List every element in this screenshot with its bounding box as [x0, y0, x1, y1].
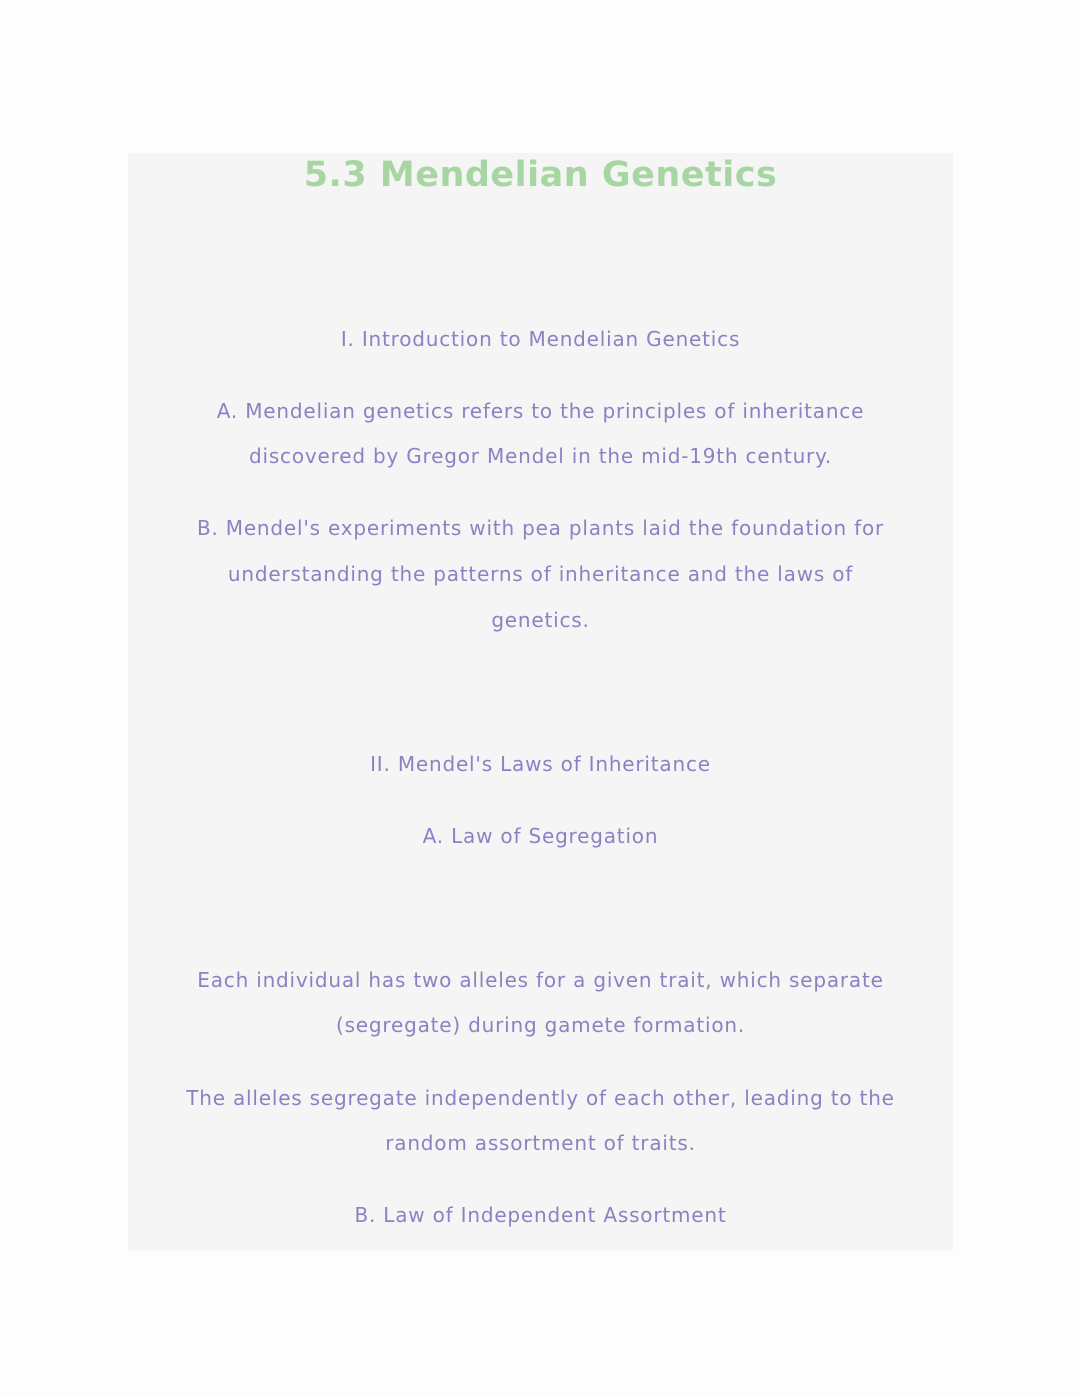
point-b-line-1: B. Mendel's experiments with pea plants laid the foundation for [196, 516, 885, 540]
segregation-paragraph-1-line-2: (segregate) during gamete formation. [335, 1013, 746, 1037]
subheading-law-of-segregation: A. Law of Segregation [422, 824, 659, 848]
segregation-paragraph-2-line-1: The alleles segregate independently of each other, leading to the [186, 1086, 895, 1110]
segregation-paragraph-2-line-2: random assortment of traits. [385, 1131, 696, 1155]
document-page [128, 153, 953, 1251]
section-heading-introduction: I. Introduction to Mendelian Genetics [340, 327, 741, 351]
point-b-line-3: genetics. [491, 608, 590, 632]
page-title: 5.3 Mendelian Genetics [303, 155, 778, 195]
point-a-line-1: A. Mendelian genetics refers to the principles of inheritance [216, 399, 865, 423]
section-heading-laws: II. Mendel's Laws of Inheritance [370, 752, 711, 776]
point-b-line-2: understanding the patterns of inheritance and the laws of [227, 562, 854, 586]
segregation-paragraph-1-line-1: Each individual has two alleles for a given trait, which separate [197, 968, 884, 992]
subheading-law-of-independent-assortment: B. Law of Independent Assortment [354, 1203, 727, 1227]
point-a-line-2: discovered by Gregor Mendel in the mid-19th century. [248, 444, 833, 468]
